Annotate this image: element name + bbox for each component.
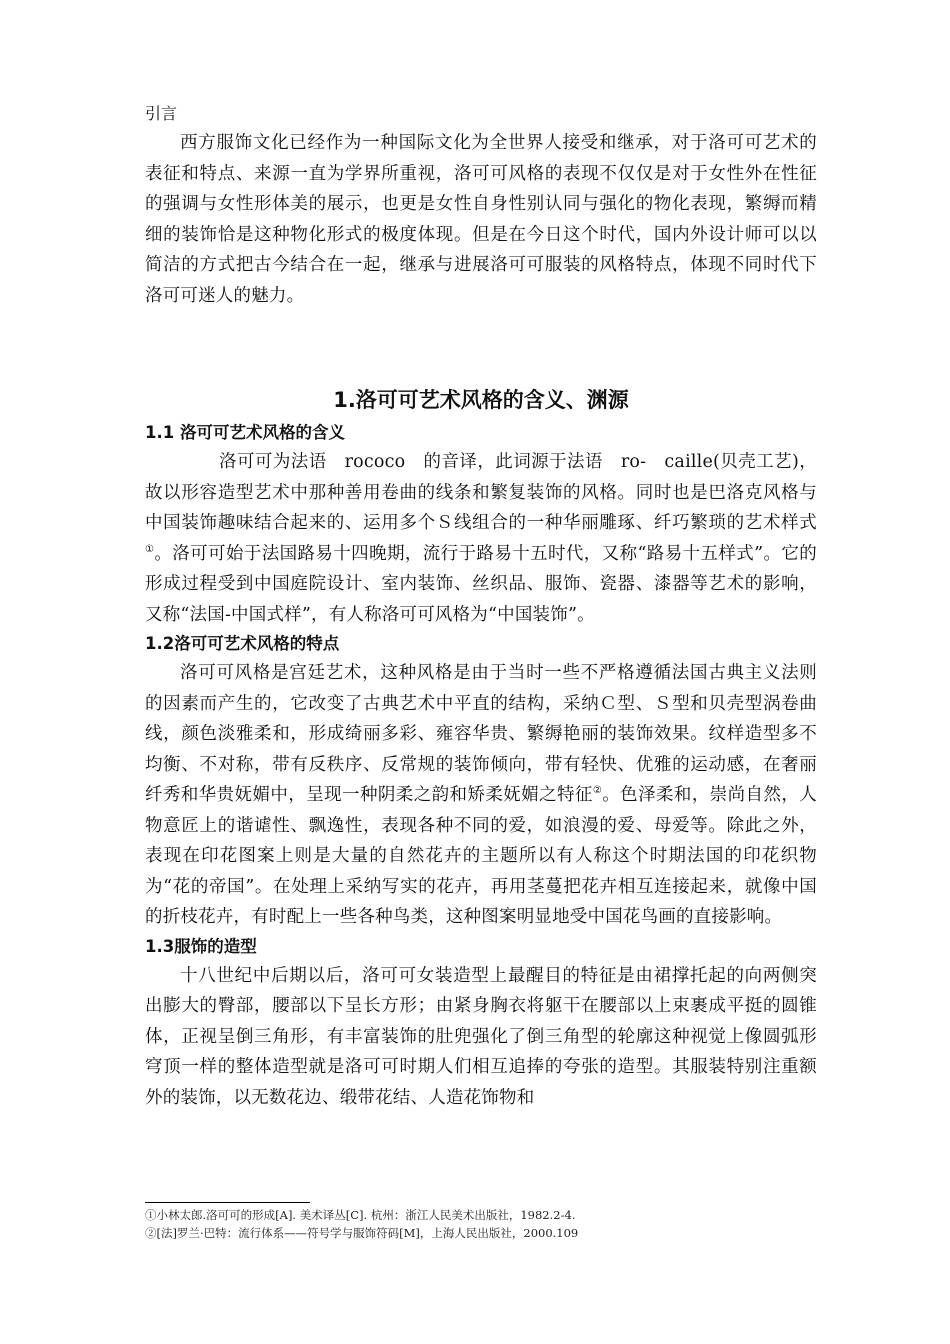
footnote-divider bbox=[145, 1202, 310, 1203]
footnote-ref-2: ② bbox=[592, 785, 603, 797]
section-title: 1.洛可可艺术风格的含义、渊源 bbox=[333, 388, 629, 412]
document-body bbox=[145, 100, 817, 1113]
paragraph-1-1 bbox=[145, 447, 817, 630]
footnote-1-mark: ① bbox=[145, 1208, 157, 1222]
intro-paragraph: 西方服饰文化已经作为一种国际文化为全世界人接受和继承，对于洛可可艺术的表征和特点、来源一直为学界所重视，洛可可风格的表现不仅仅是对于女性外在性征的强调与女性形体美的展示，也更是女性自身性别认同与强化的物化表现，繁缛而精细的装饰恰是这种物化形式的极度体现。但是在今日这个时代，国内外设计师可以以简洁的方式把古今结合在一起，继承与进展洛可可服装的风格特点，体现不同时代下洛可可迷人的魅力。 bbox=[145, 133, 817, 306]
footnote-2-mark: ② bbox=[145, 1226, 157, 1240]
footnotes bbox=[145, 1206, 825, 1242]
footnote-1 bbox=[145, 1206, 825, 1224]
paragraph-1-1-part-b: 。洛可可始于法国路易十四晚期，流行于路易十五时代，又称“路易十五样式”。它的形成过程受到中国庭院设计、室内装饰、丝织品、服饰、瓷器、漆器等艺术的影响，又称“法国-中国式样”，有人称洛可可风格为“中国装饰”。 bbox=[145, 543, 817, 625]
paragraph-1-2-part-a: 洛可可风格是宫廷艺术，这种风格是由于当时一些不严格遵循法国古典主义法则的因素而产生的，它改变了古典艺术中平直的结构，采纳Ｃ型、Ｓ型和贝壳型涡卷曲线，颜色淡雅柔和，形成绮丽多彩、雍容华贵、繁缛艳丽的装饰效果。纹样造型多不均衡、不对称，带有反秩序、反常规的装饰倾向，带有轻快、优雅的运动感，在奢丽纤秀和华贵妩媚中，呈现一种阴柔之韵和矫柔妩媚之特征 bbox=[145, 663, 817, 805]
heading-1-1: 1.1 洛可可艺术风格的含义 bbox=[145, 423, 345, 442]
footnote-2-text: [法]罗兰·巴特：流行体系——符号学与服饰符码[M]，上海人民出版社，2000.109 bbox=[156, 1226, 579, 1240]
footnote-1-text: 小林太郎.洛可可的形成[A]. 美术译丛[C]. 杭州：浙江人民美术出版社，1982.2-4. bbox=[156, 1208, 576, 1222]
paragraph-1-2-part-b: 。色泽柔和，崇尚自然，人物意匠上的谐谑性、飘逸性，表现各种不同的爱，如浪漫的爱、母爱等。除此之外，表现在印花图案上则是大量的自然花卉的主题所以有人称这个时期法国的印花织物为“花的帝国”。在处理上采纳写实的花卉，再用茎蔓把花卉相互连接起来，就像中国的折枝花卉，有时配上一些各种鸟类，这种图案明显地受中国花鸟画的直接影响。 bbox=[145, 785, 818, 927]
paragraph-1-2 bbox=[145, 658, 817, 933]
footnote-2 bbox=[145, 1224, 825, 1242]
heading-1-3: 1.3服饰的造型 bbox=[145, 936, 257, 956]
paragraph-1-3: 十八世纪中后期以后，洛可可女装造型上最醒目的特征是由裙撑托起的向两侧突出膨大的臀部，腰部以下呈长方形；由紧身胸衣将躯干在腰部以上束裹成平挺的圆锥体，正视呈倒三角形，有丰富装饰的肚兜强化了倒三角型的轮廓这种视觉上像圆弧形穹顶一样的整体造型就是洛可可时期人们相互追捧的夸张的造型。其服装特别注重额外的装饰，以无数花边、缎带花结、人造花饰物和 bbox=[145, 965, 817, 1108]
intro-label: 引言 bbox=[145, 104, 178, 123]
footnote-ref-1: ① bbox=[145, 543, 155, 555]
paragraph-1-1-part-a: 洛可可为法语 rococo 的音译，此词源于法语 ro- caille(贝壳工艺)，故以形容造型艺术中那种善用卷曲的线条和繁复装饰的风格。同时也是巴洛克风格与中国装饰趣味结合起来的、运用多个Ｓ线组合的一种华丽雕琢、纤巧繁琐的艺术样式 bbox=[145, 452, 817, 533]
heading-1-2: 1.2洛可可艺术风格的特点 bbox=[145, 634, 340, 653]
